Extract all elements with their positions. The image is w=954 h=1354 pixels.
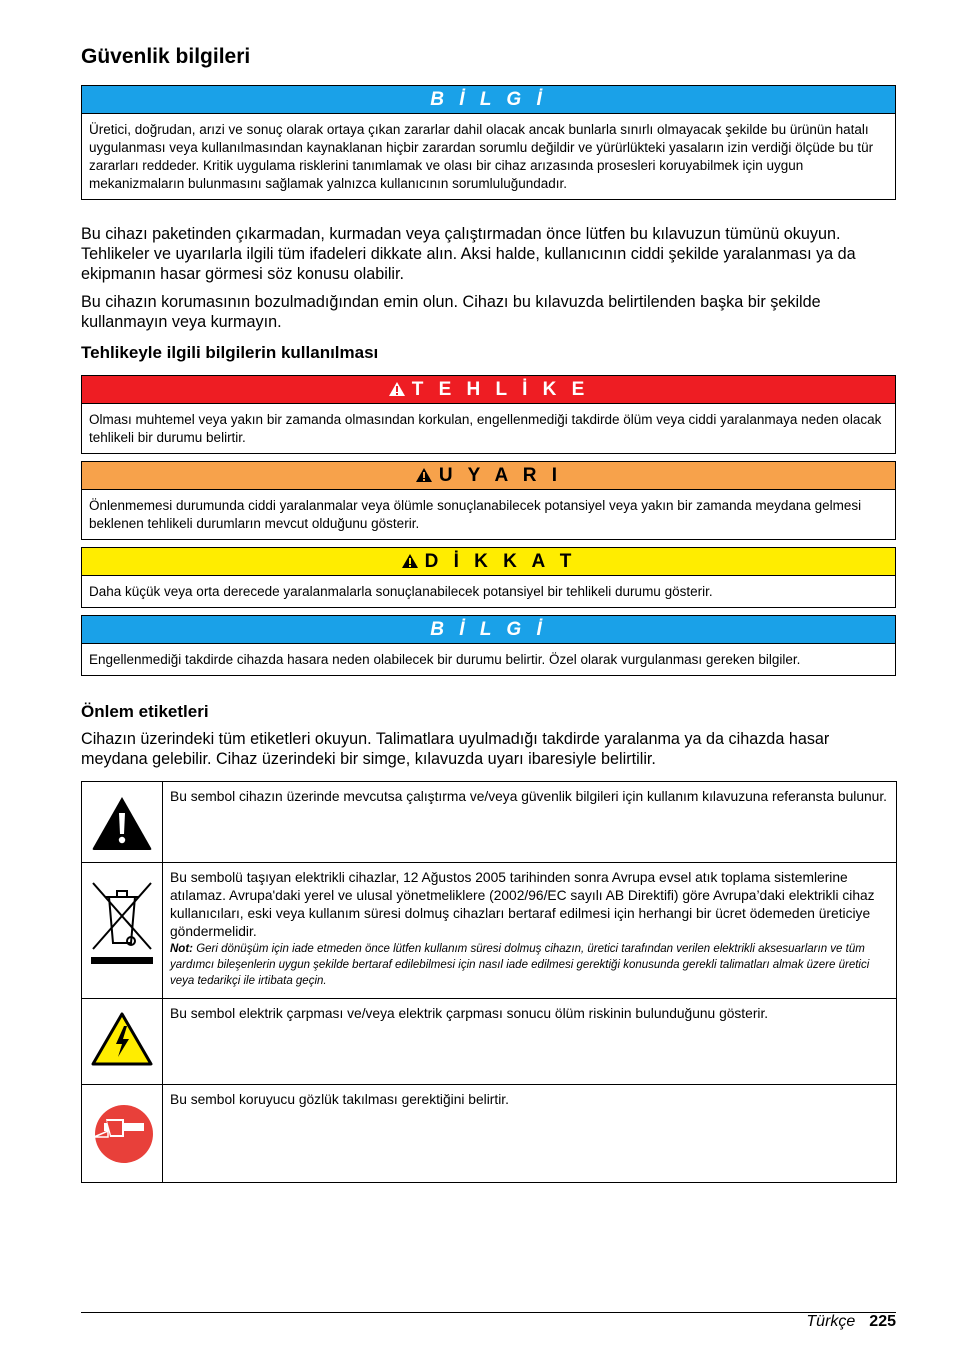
symbol-description: Bu sembol koruyucu gözlük takılması gerektiğini belirtir. — [163, 1085, 897, 1183]
notice-box-top — [81, 85, 896, 200]
intro-paragraph: Bu cihazı paketinden çıkarmadan, kurmadan veya çalıştırmadan önce lütfen bu kılavuzun tümünü okuyun. Tehlikeler ve uyarılarla ilgili tüm ifadeleri dikkate alın. Aksi halde, kullanıcının ciddi şekilde yaralanması ya da ekipmanın hasar görmesi söz konusu olabilir. — [81, 225, 856, 283]
page-footer — [806, 1312, 896, 1332]
symbols-table — [81, 781, 897, 1183]
symbol-icon-cell — [82, 863, 163, 999]
weee-text: Bu sembolü taşıyan elektrikli cihazlar, 12 Ağustos 2005 tarihinden sonra Avrupa evsel atık toplama sistemlerine atılamaz. Avrupa'daki yerel ve ulusal yönetmeliklere (2002/96/EC sayılı AB Direktifi) göre Avrupa’daki elektrikli cihaz kullanıcıları, eski veya kullanım süresi dolmuş cihazları bertaraf edilmesi için herhangi bir ücret ödemeden üreticiye göndermelidir. — [170, 870, 875, 939]
notice-header: B İ L G İ — [82, 86, 895, 114]
note-label: Not: — [170, 943, 193, 955]
caution-text: Daha küçük veya orta derecede yaralanmalarla sonuçlanabilecek potansiyel bir tehlikeli durumu gösterir. — [89, 584, 713, 599]
footer-divider — [81, 1312, 896, 1313]
symbol-icon-cell — [82, 782, 163, 863]
warning-triangle-icon — [415, 467, 433, 483]
labels-section-heading: Önlem etiketleri — [81, 702, 209, 721]
labels-paragraph: Cihazın üzerindeki tüm etiketleri okuyun. Talimatlara uyulmadığı takdirde yaralanma ya da cihazda hasar meydana gelebilir. Cihaz üzerindeki bir simge, kılavuzda uyarı ibaresiyle belirtilir. — [81, 730, 830, 768]
symbol-icon-cell — [82, 1085, 163, 1183]
symbol-description: Bu sembol cihazın üzerinde mevcutsa çalıştırma ve/veya güvenlik bilgileri için kullanım kılavuzuna referansta bulunur. — [163, 782, 897, 863]
notice-text: Üretici, doğrudan, arızi ve sonuç olarak ortaya çıkan zararlar dahil olacak ancak bunlarla sınırlı olmayacak şekilde bu ürünün hatalı uygulanması veya kullanılmasından kaynaklanan hiçbir zarardan sorumlu değildir ve yürürlükteki yasaların izin verdiği ölçüde bu tür zararları reddeder. Kritik uygulama risklerini tanımlamak ve olası bir cihaz arızasında prosesleri koruyabilmek için uygun mekanizmaların bulunmasını sağlamak yalnızca kullanıcının sorumluluğundadır. — [89, 122, 874, 191]
warning-triangle-icon — [388, 381, 406, 397]
warning-text: Önlenmemesi durumunda ciddi yaralanmalar veya ölümle sonuçlanabilecek potansiyel veya yakın bir zamanda meydana gelmesi beklenen tehlikeli durumların mevcut olduğunu gösterir. — [89, 498, 862, 531]
footer-language: Türkçe — [806, 1313, 856, 1330]
safety-goggles-icon — [90, 1097, 154, 1167]
notice-box — [81, 615, 896, 676]
warning-triangle-icon — [90, 794, 154, 852]
hazard-section-heading: Tehlikeyle ilgili bilgilerin kullanılması — [81, 343, 379, 362]
symbol-description — [163, 863, 897, 999]
caution-box — [81, 547, 896, 608]
notice-header: B İ L G İ — [82, 616, 895, 644]
table-row — [82, 999, 897, 1085]
page-number: 225 — [869, 1313, 896, 1330]
page-title: Güvenlik bilgileri — [81, 45, 251, 68]
table-row — [82, 863, 897, 999]
symbol-icon-cell — [82, 999, 163, 1085]
weee-note — [170, 941, 889, 989]
notice-text: Engellenmediği takdirde cihazda hasara neden olabilecek bir durumu belirtir. Özel olarak vurgulanması gereken bilgiler. — [89, 652, 801, 667]
table-row — [82, 782, 897, 863]
danger-label: T E H L İ K E — [411, 379, 590, 400]
danger-text: Olması muhtemel veya yakın bir zamanda olmasından korkulan, engellenmediği takdirde ölüm veya ciddi yaralanmaya neden olacak tehlikeli bir durumu belirtir. — [89, 412, 882, 445]
note-text: Geri dönüşüm için iade etmeden önce lütfen kullanım süresi dolmuş cihazın, üretici tarafından verilen elektrikli aksesuarların ve tüm yardımcı bileşenlerin uygun şekilde bertaraf edilebilmesi için nasıl iade edilmesi gerektiği konusunda gerekli talimatları almak üzere üretici veya tedarikçi ile irtibata geçin. — [170, 943, 870, 987]
protection-paragraph: Bu cihazın korumasının bozulmadığından emin olun. Cihazı bu kılavuzda belirtilenden başka bir şekilde kullanmayın veya kurmayın. — [81, 293, 821, 331]
warning-box — [81, 461, 896, 540]
warning-triangle-icon — [401, 553, 419, 569]
table-row — [82, 1085, 897, 1183]
warning-header — [82, 462, 895, 490]
weee-crossed-bin-icon — [87, 877, 157, 967]
danger-header — [82, 376, 895, 404]
caution-header — [82, 548, 895, 576]
danger-box — [81, 375, 896, 454]
electric-shock-icon — [90, 1011, 154, 1067]
caution-label: D İ K K A T — [424, 551, 577, 572]
symbol-description: Bu sembol elektrik çarpması ve/veya elektrik çarpması sonucu ölüm riskinin bulunduğunu gösterir. — [163, 999, 897, 1085]
warning-label: U Y A R I — [438, 465, 563, 486]
